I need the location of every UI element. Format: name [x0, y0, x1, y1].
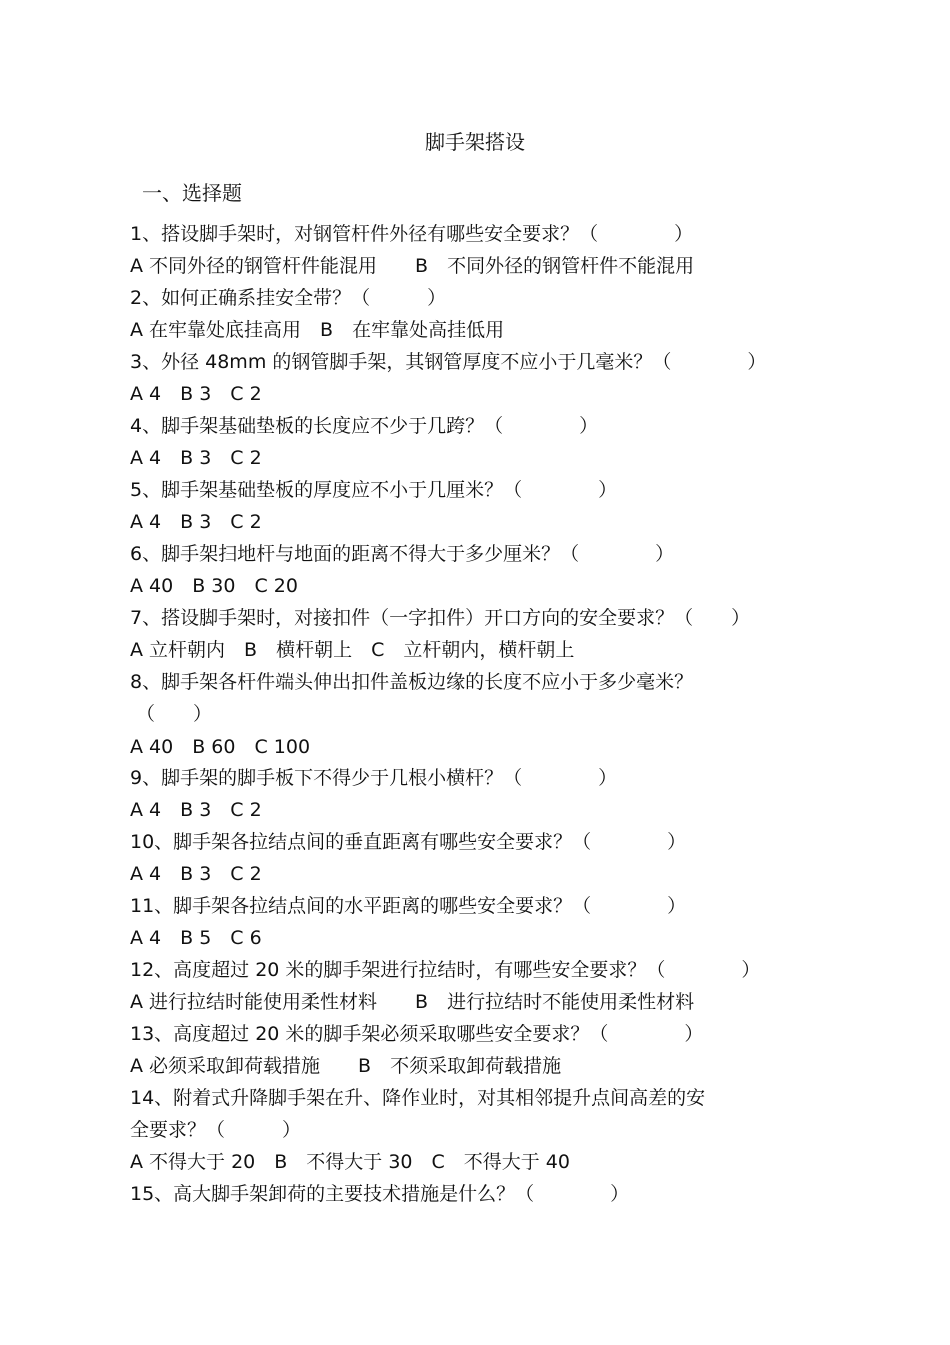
answer-options-5: A 4 B 3 C 2 — [130, 511, 262, 533]
answer-options-10: A 4 B 3 C 2 — [130, 863, 262, 885]
question-11: 11、脚手架各拉结点间的水平距离的哪些安全要求？（ ） — [130, 895, 687, 917]
answer-options-14: A 不得大于 20 B 不得大于 30 C 不得大于 40 — [130, 1151, 570, 1173]
question-3: 3、外径 48mm 的钢管脚手架，其钢管厚度不应小于几毫米？（ ） — [130, 351, 767, 373]
question-7: 7、搭设脚手架时，对接扣件（一字扣件）开口方向的安全要求？（ ） — [130, 607, 751, 629]
question-4: 4、脚手架基础垫板的长度应不少于几跨？（ ） — [130, 415, 599, 437]
question-14-continued: 全要求？（ ） — [130, 1119, 302, 1141]
question-8-continued: （ ） — [136, 703, 213, 725]
question-6: 6、脚手架扫地杆与地面的距离不得大于多少厘米？（ ） — [130, 543, 675, 565]
answer-options-9: A 4 B 3 C 2 — [130, 799, 262, 821]
question-9: 9、脚手架的脚手板下不得少于几根小横杆？（ ） — [130, 767, 618, 789]
answer-options-1: A 不同外径的钢管杆件能混用 B 不同外径的钢管杆件不能混用 — [130, 255, 695, 277]
answer-options-3: A 4 B 3 C 2 — [130, 383, 262, 405]
question-5: 5、脚手架基础垫板的厚度应不小于几厘米？（ ） — [130, 479, 618, 501]
section-heading: 一、选择题 — [142, 181, 242, 205]
question-8: 8、脚手架各杆件端头伸出扣件盖板边缘的长度不应小于多少毫米？ — [130, 671, 694, 693]
answer-options-6: A 40 B 30 C 20 — [130, 575, 298, 597]
answer-options-13: A 必须采取卸荷载措施 B 不须采取卸荷载措施 — [130, 1055, 562, 1077]
question-15: 15、高大脚手架卸荷的主要技术措施是什么？（ ） — [130, 1183, 630, 1205]
answer-options-2: A 在牢靠处底挂高用 B 在牢靠处高挂低用 — [130, 319, 505, 341]
question-10: 10、脚手架各拉结点间的垂直距离有哪些安全要求？（ ） — [130, 831, 687, 853]
answer-options-4: A 4 B 3 C 2 — [130, 447, 262, 469]
answer-options-7: A 立杆朝内 B 横杆朝上 C 立杆朝内，横杆朝上 — [130, 639, 575, 661]
answer-options-8: A 40 B 60 C 100 — [130, 736, 311, 758]
question-2: 2、如何正确系挂安全带？（ ） — [130, 287, 447, 309]
answer-options-11: A 4 B 5 C 6 — [130, 927, 262, 949]
question-13: 13、高度超过 20 米的脚手架必须采取哪些安全要求？（ ） — [130, 1023, 704, 1045]
page-title: 脚手架搭设 — [425, 130, 525, 154]
answer-options-12: A 进行拉结时能使用柔性材料 B 进行拉结时不能使用柔性材料 — [130, 991, 695, 1013]
question-14: 14、附着式升降脚手架在升、降作业时，对其相邻提升点间高差的安 — [130, 1087, 706, 1109]
question-1: 1、搭设脚手架时，对钢管杆件外径有哪些安全要求？（ ） — [130, 223, 694, 245]
question-12: 12、高度超过 20 米的脚手架进行拉结时，有哪些安全要求？（ ） — [130, 959, 761, 981]
